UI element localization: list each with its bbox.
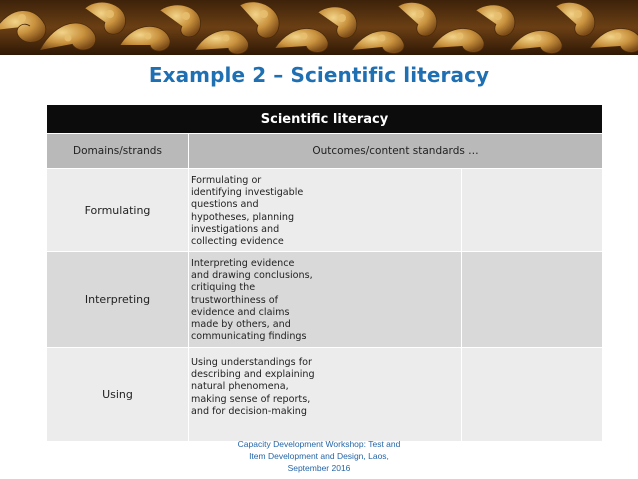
- table-header: Scientific literacy: [47, 105, 602, 134]
- table-row: [47, 169, 602, 252]
- scientific-literacy-table: [47, 105, 602, 442]
- column-header-row: [47, 134, 602, 169]
- carved-ornament-image: [0, 0, 638, 55]
- decorative-banner: [0, 0, 638, 55]
- column-header-outcomes: Outcomes/content standards …: [312, 145, 479, 157]
- footer-line: Item Development and Design, Laos,: [249, 451, 389, 461]
- domain-cell: Formulating: [47, 169, 189, 251]
- table-row: [47, 252, 602, 348]
- table-row: [47, 348, 602, 442]
- footer-caption: [219, 438, 419, 474]
- outcome-cell: Formulating or identifying investigable questions and hypotheses, planning investigations and collecting evidence: [189, 169, 462, 251]
- empty-cell: [462, 348, 602, 441]
- empty-cell: [462, 169, 602, 251]
- slide-title: Example 2 – Scientific literacy: [148, 63, 490, 87]
- outcome-cell: Using understandings for describing and explaining natural phenomena, making sense of reports, and for decision-making: [189, 348, 462, 441]
- domain-cell: Interpreting: [47, 252, 189, 347]
- column-header-domains: Domains/strands: [47, 134, 189, 168]
- empty-cell: [462, 252, 602, 347]
- footer-line: Capacity Development Workshop: Test and: [237, 439, 401, 449]
- outcome-cell: Interpreting evidence and drawing conclusions, critiquing the trustworthiness of evidence and claims made by others, and communicating findings: [189, 252, 462, 347]
- footer-line: September 2016: [287, 463, 351, 473]
- domain-cell: Using: [47, 348, 189, 441]
